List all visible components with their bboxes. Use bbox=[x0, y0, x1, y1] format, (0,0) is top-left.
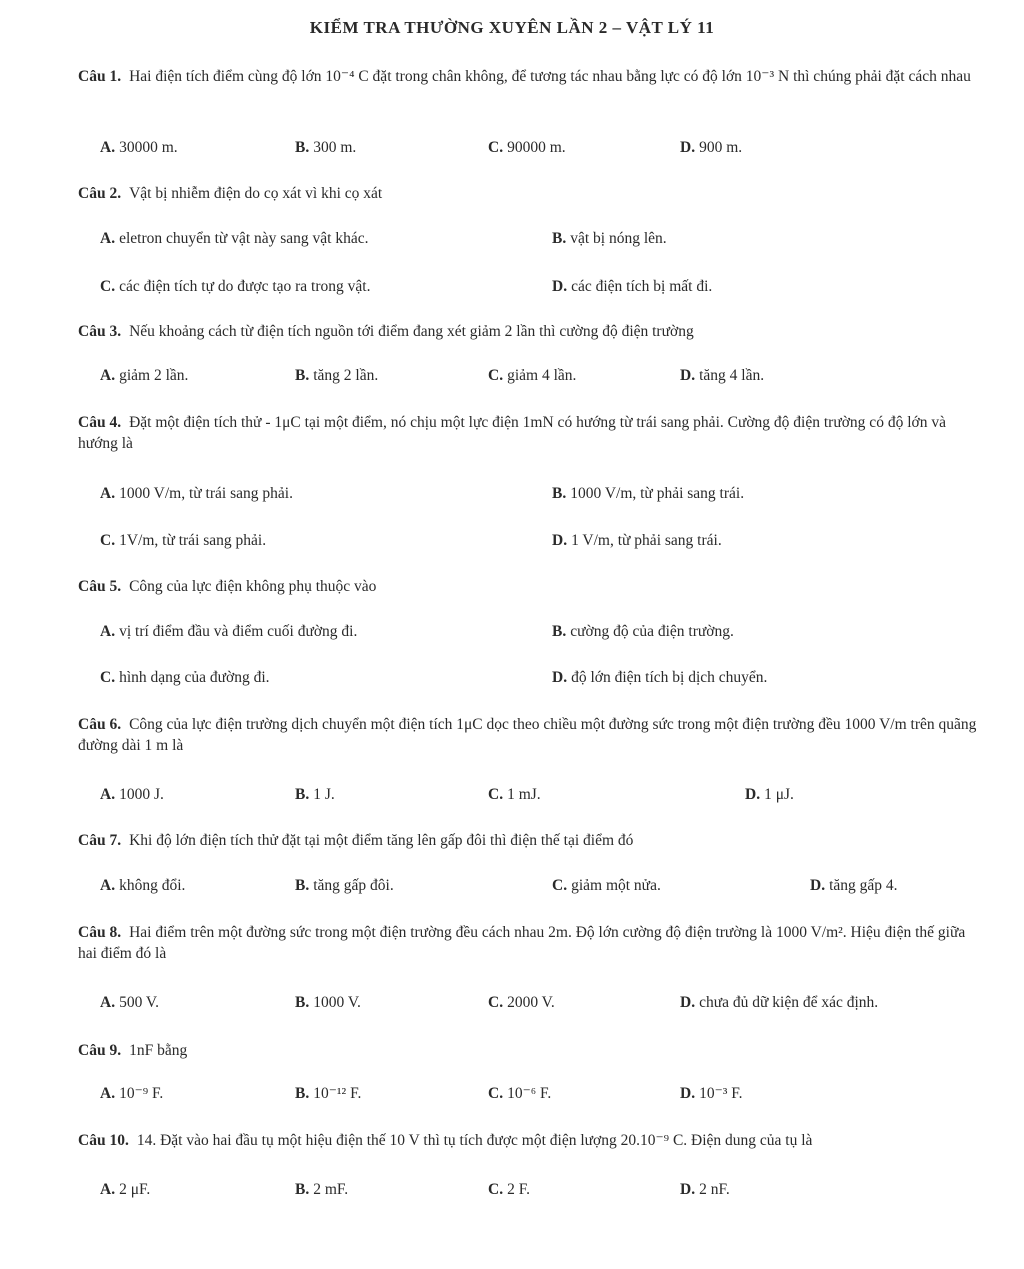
q9-option-b[interactable]: B. 10⁻¹² F. bbox=[295, 1085, 362, 1102]
q10-option-a[interactable]: A. 2 μF. bbox=[100, 1181, 151, 1198]
q4-option-d[interactable]: D. 1 V/m, từ phải sang trái. bbox=[552, 532, 722, 549]
q5-option-d[interactable]: D. độ lớn điện tích bị dịch chuyển. bbox=[552, 669, 768, 686]
question-label: Câu 6. bbox=[78, 716, 122, 733]
question-4 bbox=[78, 412, 983, 454]
q7-option-d[interactable]: D. tăng gấp 4. bbox=[810, 877, 898, 894]
q7-option-b[interactable]: B. tăng gấp đôi. bbox=[295, 877, 394, 894]
q10-option-b[interactable]: B. 2 mF. bbox=[295, 1181, 349, 1198]
question-label: Câu 9. bbox=[78, 1042, 122, 1059]
q3-option-d[interactable]: D. tăng 4 lần. bbox=[680, 367, 765, 384]
q5-option-c[interactable]: C. hình dạng của đường đi. bbox=[100, 669, 270, 686]
q8-option-b[interactable]: B. 1000 V. bbox=[295, 994, 361, 1011]
q3-option-b[interactable]: B. tăng 2 lần. bbox=[295, 367, 379, 384]
question-9 bbox=[78, 1040, 983, 1061]
question-text: Vật bị nhiễm điện do cọ xát vì khi cọ xát bbox=[129, 185, 383, 202]
q1-option-c[interactable]: C. 90000 m. bbox=[488, 139, 566, 156]
q3-option-a[interactable]: A. giảm 2 lần. bbox=[100, 367, 189, 384]
question-text: Nếu khoảng cách từ điện tích nguồn tới điểm đang xét giảm 2 lần thì cường độ điện trường bbox=[129, 323, 694, 340]
question-text: Khi độ lớn điện tích thử đặt tại một điểm tăng lên gấp đôi thì điện thế tại điểm đó bbox=[129, 832, 634, 849]
q6-option-c[interactable]: C. 1 mJ. bbox=[488, 786, 541, 803]
question-label: Câu 2. bbox=[78, 185, 122, 202]
q2-option-c[interactable]: C. các điện tích tự do được tạo ra trong vật. bbox=[100, 278, 371, 295]
q6-option-b[interactable]: B. 1 J. bbox=[295, 786, 335, 803]
question-text: Hai điểm trên một đường sức trong một điện trường đều cách nhau 2m. Độ lớn cường độ điện trường là 1000 V/m². Hiệu điện thế giữa hai điểm đó là bbox=[78, 924, 966, 962]
q1-option-d[interactable]: D. 900 m. bbox=[680, 139, 743, 156]
q5-option-a[interactable]: A. vị trí điểm đầu và điểm cuối đường đi. bbox=[100, 623, 358, 640]
question-1 bbox=[78, 66, 983, 87]
question-5 bbox=[78, 576, 983, 597]
q1-option-a[interactable]: A. 30000 m. bbox=[100, 139, 178, 156]
question-text: 14. Đặt vào hai đầu tụ một hiệu điện thế 10 V thì tụ tích được một điện lượng 20.10⁻⁹ C. Điện dung của tụ là bbox=[136, 1132, 813, 1149]
q1-option-b[interactable]: B. 300 m. bbox=[295, 139, 357, 156]
question-label: Câu 8. bbox=[78, 924, 122, 941]
q10-option-d[interactable]: D. 2 nF. bbox=[680, 1181, 730, 1198]
question-text: Công của lực điện trường dịch chuyển một điện tích 1μC dọc theo chiều một đường sức trong một điện trường đều 1000 V/m trên quãng đường dài 1 m là bbox=[78, 716, 977, 754]
question-label: Câu 3. bbox=[78, 323, 122, 340]
q8-option-c[interactable]: C. 2000 V. bbox=[488, 994, 555, 1011]
q4-option-a[interactable]: A. 1000 V/m, từ trái sang phải. bbox=[100, 485, 293, 502]
q9-option-d[interactable]: D. 10⁻³ F. bbox=[680, 1085, 743, 1102]
q6-option-d[interactable]: D. 1 μJ. bbox=[745, 786, 794, 803]
question-label: Câu 5. bbox=[78, 578, 122, 595]
question-3 bbox=[78, 321, 983, 342]
q8-option-a[interactable]: A. 500 V. bbox=[100, 994, 159, 1011]
exam-title: KIỂM TRA THƯỜNG XUYÊN LẦN 2 – VẬT LÝ 11 bbox=[309, 18, 715, 37]
q9-option-c[interactable]: C. 10⁻⁶ F. bbox=[488, 1085, 552, 1102]
q9-option-a[interactable]: A. 10⁻⁹ F. bbox=[100, 1085, 164, 1102]
question-text: Hai điện tích điểm cùng độ lớn 10⁻⁴ C đặt trong chân không, để tương tác nhau bằng lực có độ lớn 10⁻³ N thì chúng phải đặt cách nhau bbox=[129, 68, 971, 85]
question-2 bbox=[78, 183, 983, 204]
q8-option-d[interactable]: D. chưa đủ dữ kiện để xác định. bbox=[680, 994, 879, 1011]
question-label: Câu 1. bbox=[78, 68, 122, 85]
question-text: Công của lực điện không phụ thuộc vào bbox=[129, 578, 377, 595]
question-text: Đặt một điện tích thử - 1μC tại một điểm, nó chịu một lực điện 1mN có hướng từ trái sang phải. Cường độ điện trường có độ lớn và hướng là bbox=[78, 414, 946, 452]
q7-option-c[interactable]: C. giảm một nửa. bbox=[552, 877, 661, 894]
question-label: Câu 7. bbox=[78, 832, 122, 849]
q2-option-d[interactable]: D. các điện tích bị mất đi. bbox=[552, 278, 713, 295]
q4-option-c[interactable]: C. 1V/m, từ trái sang phải. bbox=[100, 532, 267, 549]
q2-option-a[interactable]: A. eletron chuyển từ vật này sang vật khác. bbox=[100, 230, 369, 247]
q5-option-b[interactable]: B. cường độ của điện trường. bbox=[552, 623, 734, 640]
q6-option-a[interactable]: A. 1000 J. bbox=[100, 786, 164, 803]
question-text: 1nF bằng bbox=[129, 1042, 188, 1059]
q4-option-b[interactable]: B. 1000 V/m, từ phải sang trái. bbox=[552, 485, 745, 502]
q7-option-a[interactable]: A. không đổi. bbox=[100, 877, 186, 894]
question-label: Câu 4. bbox=[78, 414, 122, 431]
q3-option-c[interactable]: C. giảm 4 lần. bbox=[488, 367, 577, 384]
question-8 bbox=[78, 922, 983, 964]
question-10 bbox=[78, 1130, 983, 1151]
question-label: Câu 10. bbox=[78, 1132, 129, 1149]
question-6 bbox=[78, 714, 983, 756]
q10-option-c[interactable]: C. 2 F. bbox=[488, 1181, 530, 1198]
question-7 bbox=[78, 830, 983, 851]
q2-option-b[interactable]: B. vật bị nóng lên. bbox=[552, 230, 667, 247]
